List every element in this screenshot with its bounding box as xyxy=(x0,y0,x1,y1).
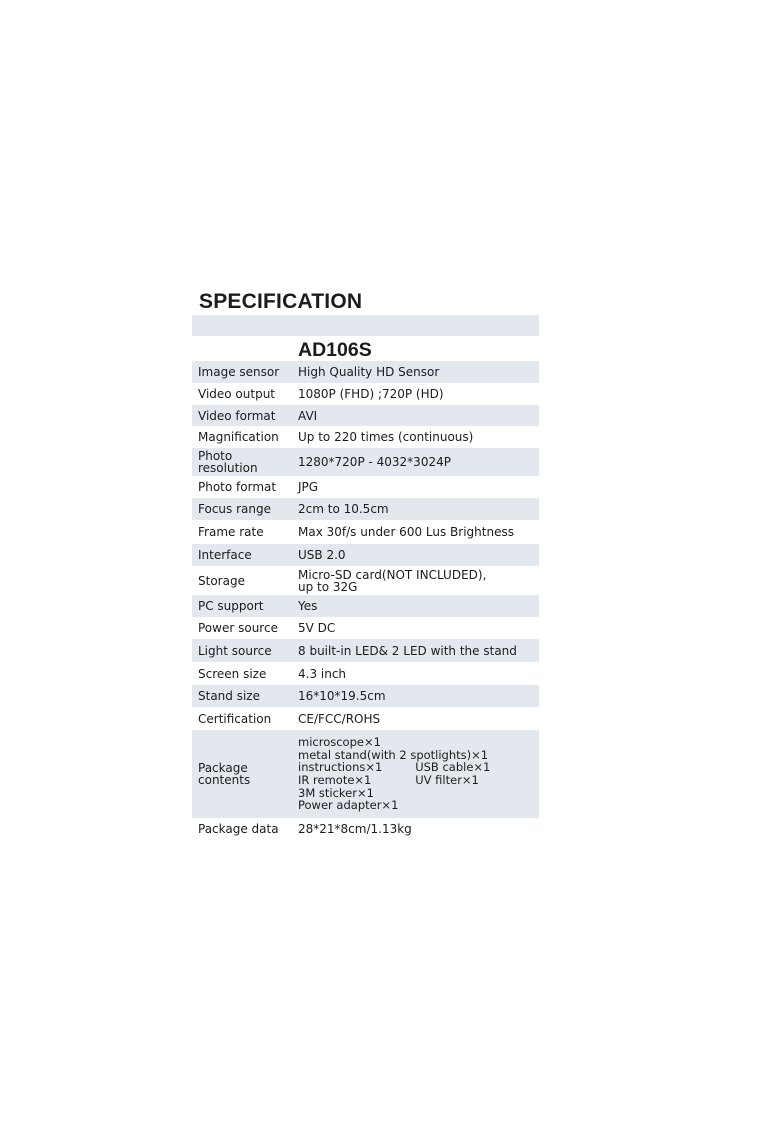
spec-row-magnification xyxy=(192,426,539,448)
spec-row-focus-range xyxy=(192,498,539,520)
spec-label: Package data xyxy=(198,822,279,836)
model-name: AD106S xyxy=(298,339,372,361)
spec-label: Stand size xyxy=(198,689,260,703)
package-item: 3M sticker×1 xyxy=(298,785,374,800)
spec-value: 2cm to 10.5cm xyxy=(298,502,389,516)
spec-row-stand-size xyxy=(192,685,539,707)
spec-value: 5V DC xyxy=(298,621,336,635)
spec-row-power-source xyxy=(192,617,539,639)
spec-label: Power source xyxy=(198,621,278,635)
spec-row-frame-rate xyxy=(192,520,539,544)
spec-label: Storage xyxy=(198,573,245,588)
header-band xyxy=(192,315,539,336)
spec-label: PC support xyxy=(198,599,264,613)
package-item: Power adapter×1 xyxy=(298,798,399,813)
package-item: microscope×1 xyxy=(298,735,381,750)
spec-row-pc-support xyxy=(192,595,539,617)
spec-row-storage xyxy=(192,566,539,595)
spec-label: Photo resolution xyxy=(198,449,258,475)
spec-label: Package contents xyxy=(198,761,251,787)
spec-value: 1080P (FHD) ;720P (HD) xyxy=(298,387,444,401)
spec-value: CE/FCC/ROHS xyxy=(298,711,381,726)
spec-label: Photo format xyxy=(198,480,277,494)
spec-value: High Quality HD Sensor xyxy=(298,365,440,379)
spec-value: 4.3 inch xyxy=(298,666,347,681)
spec-row-package-contents xyxy=(192,730,539,818)
spec-label: Video output xyxy=(198,387,276,401)
spec-value: 8 built-in LED& 2 LED with the stand xyxy=(298,643,517,658)
spec-value: 28*21*8cm/1.13kg xyxy=(298,822,412,836)
spec-label: Image sensor xyxy=(198,365,280,379)
spec-row-screen-size xyxy=(192,662,539,685)
spec-value: Yes xyxy=(298,599,318,613)
spec-row-certification xyxy=(192,707,539,730)
spec-label: Interface xyxy=(198,548,252,562)
spec-value: Up to 220 times (continuous) xyxy=(298,430,474,444)
spec-row-package-data xyxy=(192,818,539,840)
spec-value: 1280*720P - 4032*3024P xyxy=(298,455,451,469)
model-row xyxy=(192,336,539,361)
package-item: metal stand(with 2 spotlights)×1 xyxy=(298,747,489,762)
spec-label: Focus range xyxy=(198,502,271,516)
spec-label: Magnification xyxy=(198,430,279,444)
spec-label: Light source xyxy=(198,643,272,658)
spec-label: Video format xyxy=(198,408,276,423)
spec-row-video-output xyxy=(192,383,539,405)
spec-label: Screen size xyxy=(198,666,267,681)
spec-value: USB 2.0 xyxy=(298,548,346,562)
package-item: instructions×1 USB cable×1 xyxy=(298,760,491,775)
page-title: SPECIFICATION xyxy=(199,290,363,313)
spec-row-photo-resolution xyxy=(192,448,539,476)
spec-label: Certification xyxy=(198,711,272,726)
spec-value: AVI xyxy=(298,408,318,423)
spec-row-image-sensor xyxy=(192,361,539,383)
spec-label: Frame rate xyxy=(198,525,264,539)
package-item: IR remote×1 UV filter×1 xyxy=(298,773,479,787)
spec-row-interface xyxy=(192,544,539,566)
spec-value: JPG xyxy=(298,480,319,494)
package-contents-list xyxy=(292,736,539,812)
specification-sheet xyxy=(192,288,539,840)
spec-value: Micro-SD card(NOT INCLUDED), up to 32G xyxy=(298,567,487,594)
spec-row-photo-format xyxy=(192,476,539,498)
spec-row-light-source xyxy=(192,639,539,662)
spec-row-video-format xyxy=(192,405,539,426)
spec-value: Max 30f/s under 600 Lus Brightness xyxy=(298,525,514,539)
spec-value: 16*10*19.5cm xyxy=(298,689,386,703)
